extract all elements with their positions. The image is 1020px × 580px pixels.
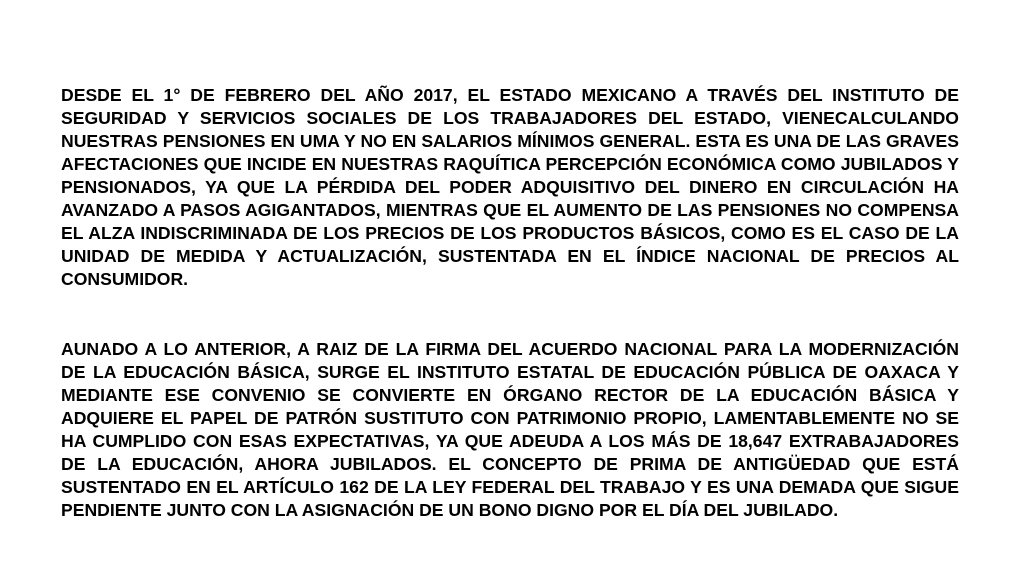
paragraph-prima-antiguedad: AUNADO A LO ANTERIOR, A RAIZ DE LA FIRMA DEL ACUERDO NACIONAL PARA LA MODERNIZACIÓN DE LA EDUCACIÓN BÁSICA, SURGE EL INSTITUTO ESTATAL DE EDUCACIÓN PÚBLICA DE OAXACA Y MEDIANTE ESE CONVENIO SE CONVIERTE EN ÓRGANO RECTOR DE LA EDUCACIÓN BÁSICA Y ADQUIERE EL PAPEL DE PATRÓN SUSTITUTO CON PATRIMONIO PROPIO, LAMENTABLEMENTE NO SE HA CUMPLIDO CON ESAS EXPECTATIVAS, YA QUE ADEUDA A LOS MÁS DE 18,647 EXTRABAJADORES DE LA EDUCACIÓN, AHORA JUBILADOS. EL CONCEPTO DE PRIMA DE ANTIGÜEDAD QUE ESTÁ SUSTENTADO EN EL ARTÍCULO 162 DE LA LEY FEDERAL DEL TRABAJO Y ES UNA DEMADA QUE SIGUE PENDIENTE JUNTO CON LA ASIGNACIÓN DE UN BONO DIGNO POR EL DÍA DEL JUBILADO. (61, 339, 959, 520)
paragraph-pensiones-uma: DESDE EL 1° DE FEBRERO DEL AÑO 2017, EL ESTADO MEXICANO A TRAVÉS DEL INSTITUTO DE SEGURIDAD Y SERVICIOS SOCIALES DE LOS TRABAJADORES DEL ESTADO, VIENECALCULANDO NUESTRAS PENSIONES EN UMA Y NO EN SALARIOS MÍNIMOS GENERAL. ESTA ES UNA DE LAS GRAVES AFECTACIONES QUE INCIDE EN NUESTRAS RAQUÍTICA PERCEPCIÓN ECONÓMICA COMO JUBILADOS Y PENSIONADOS, YA QUE LA PÉRDIDA DEL PODER ADQUISITIVO DEL DINERO EN CIRCULACIÓN HA AVANZADO A PASOS AGIGANTADOS, MIENTRAS QUE EL AUMENTO DE LAS PENSIONES NO COMPENSA EL ALZA INDISCRIMINADA DE LOS PRECIOS DE LOS PRODUCTOS BÁSICOS, COMO ES EL CASO DE LA UNIDAD DE MEDIDA Y ACTUALIZACIÓN, SUSTENTADA EN EL ÍNDICE NACIONAL DE PRECIOS AL CONSUMIDOR. (61, 85, 959, 289)
